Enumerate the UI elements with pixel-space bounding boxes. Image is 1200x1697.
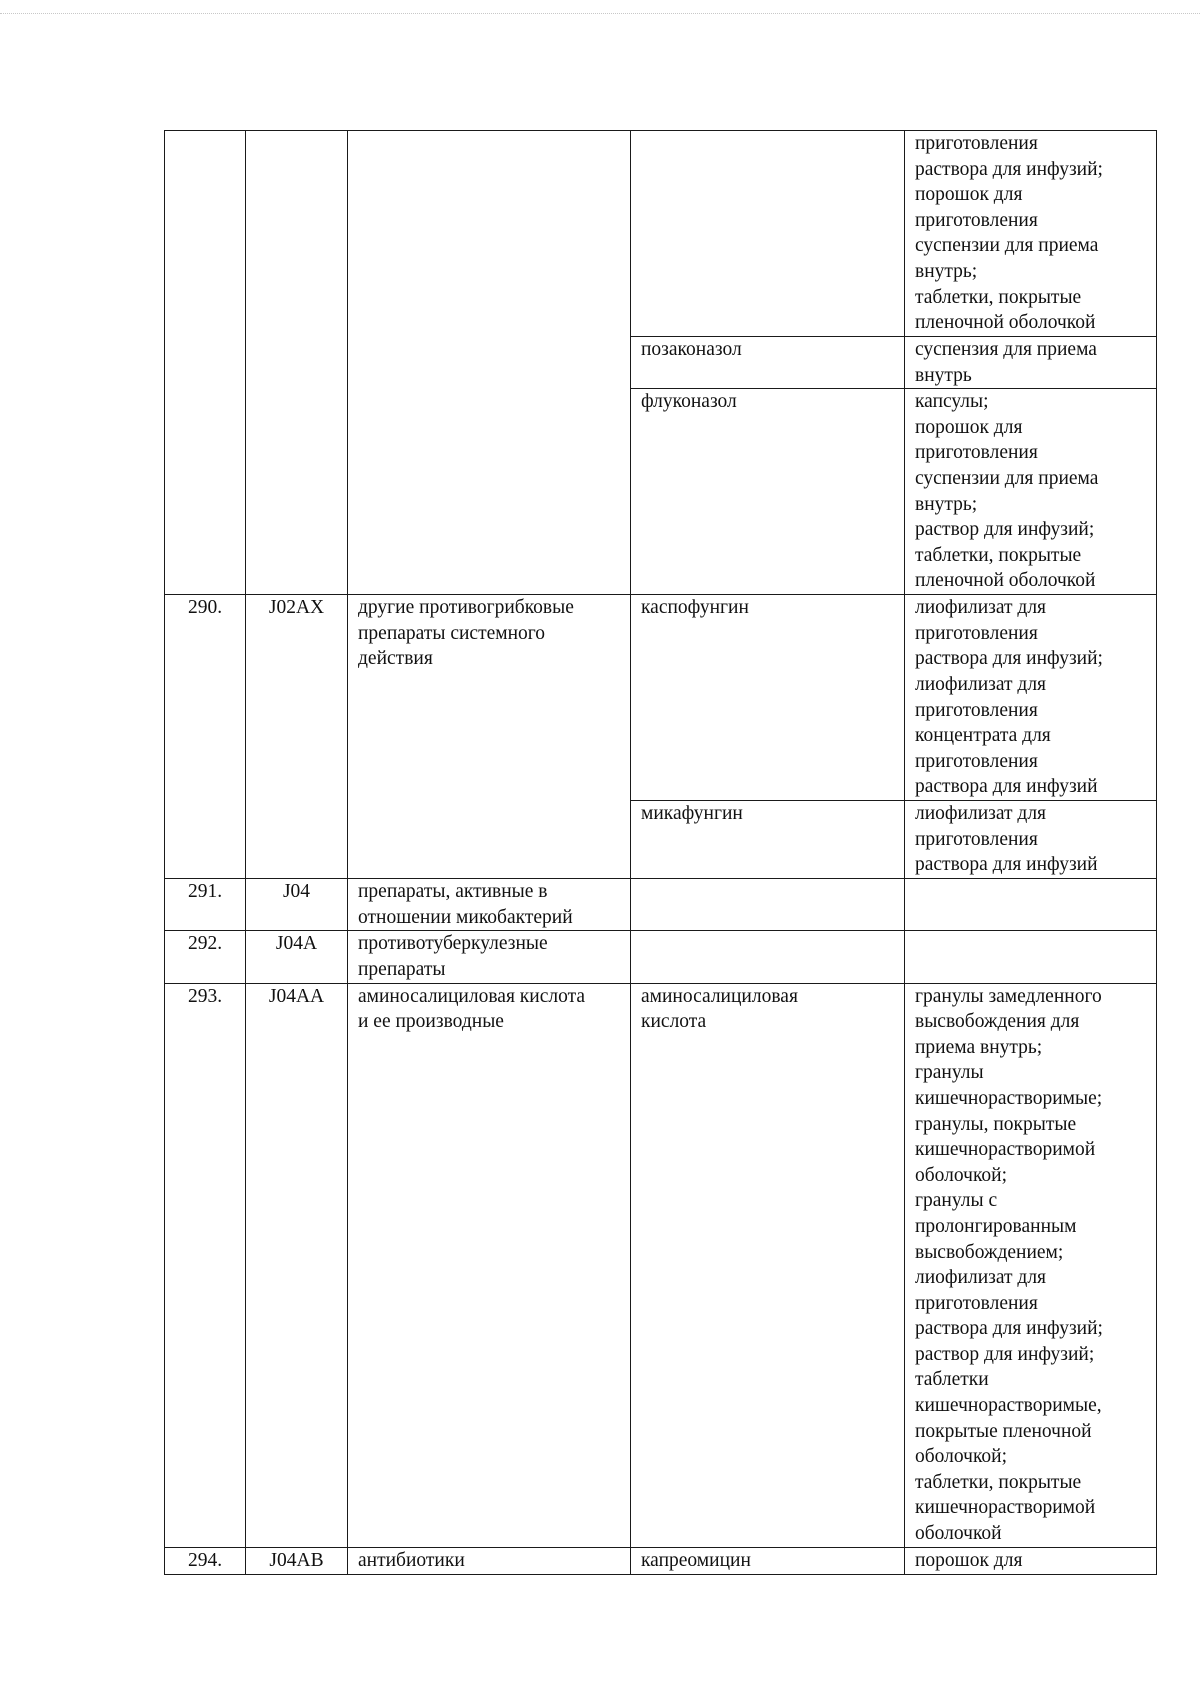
drug-name-cell: каспофунгин	[631, 595, 905, 801]
atc-code-cell: J04	[246, 879, 348, 931]
dosage-forms-cell: порошок для	[905, 1547, 1157, 1574]
atc-code-cell: J04A	[246, 931, 348, 983]
drug-name-cell: аминосалициловая кислота	[631, 983, 905, 1547]
dosage-forms-cell: суспензия для приема внутрь	[905, 337, 1157, 389]
atc-code-cell: J02AX	[246, 595, 348, 879]
drug-list-table	[164, 130, 1157, 1575]
drug-name-cell: капреомицин	[631, 1547, 905, 1574]
dosage-forms-cell	[905, 931, 1157, 983]
drug-name-cell: позаконазол	[631, 337, 905, 389]
dosage-forms-cell: приготовления раствора для инфузий; порошок для приготовления суспензии для приема внутрь; таблетки, покрытые пленочной оболочкой	[905, 131, 1157, 337]
atc-code-cell: J04AB	[246, 1547, 348, 1574]
table-row	[165, 1547, 1157, 1574]
drug-name-cell	[631, 131, 905, 337]
row-number-cell: 292.	[165, 931, 246, 983]
row-number-cell	[165, 131, 246, 595]
row-number-cell: 294.	[165, 1547, 246, 1574]
group-name-cell: препараты, активные в отношении микобактерий	[348, 879, 631, 931]
dosage-forms-cell: гранулы замедленного высвобождения для приема внутрь; гранулы кишечнорастворимые; гранулы, покрытые кишечнорастворимой оболочкой; гранулы с пролонгированным высвобождением; лиофилизат для приготовления раствора для инфузий; раствор для инфузий; таблетки кишечнорастворимые, покрытые пленочной оболочкой; таблетки, покрытые кишечнорастворимой оболочкой	[905, 983, 1157, 1547]
row-number-cell: 290.	[165, 595, 246, 879]
scan-top-edge	[0, 13, 1200, 14]
row-number-cell: 291.	[165, 879, 246, 931]
atc-code-cell	[246, 131, 348, 595]
group-name-cell: антибиотики	[348, 1547, 631, 1574]
table-row	[165, 595, 1157, 801]
group-name-cell: противотуберкулезные препараты	[348, 931, 631, 983]
drug-name-cell: микафунгин	[631, 801, 905, 879]
dosage-forms-cell: лиофилизат для приготовления раствора для инфузий	[905, 801, 1157, 879]
atc-code-cell: J04AA	[246, 983, 348, 1547]
table-row	[165, 931, 1157, 983]
group-name-cell: другие противогрибковые препараты системного действия	[348, 595, 631, 879]
drug-name-cell	[631, 879, 905, 931]
group-name-cell: аминосалициловая кислота и ее производные	[348, 983, 631, 1547]
dosage-forms-cell: лиофилизат для приготовления раствора для инфузий; лиофилизат для приготовления концентрата для приготовления раствора для инфузий	[905, 595, 1157, 801]
group-name-cell	[348, 131, 631, 595]
dosage-forms-cell	[905, 879, 1157, 931]
drug-name-cell: флуконазол	[631, 389, 905, 595]
row-number-cell: 293.	[165, 983, 246, 1547]
table-row	[165, 879, 1157, 931]
dosage-forms-cell: капсулы; порошок для приготовления суспензии для приема внутрь; раствор для инфузий; таблетки, покрытые пленочной оболочкой	[905, 389, 1157, 595]
table-row	[165, 983, 1157, 1547]
drug-name-cell	[631, 931, 905, 983]
table-row	[165, 131, 1157, 337]
